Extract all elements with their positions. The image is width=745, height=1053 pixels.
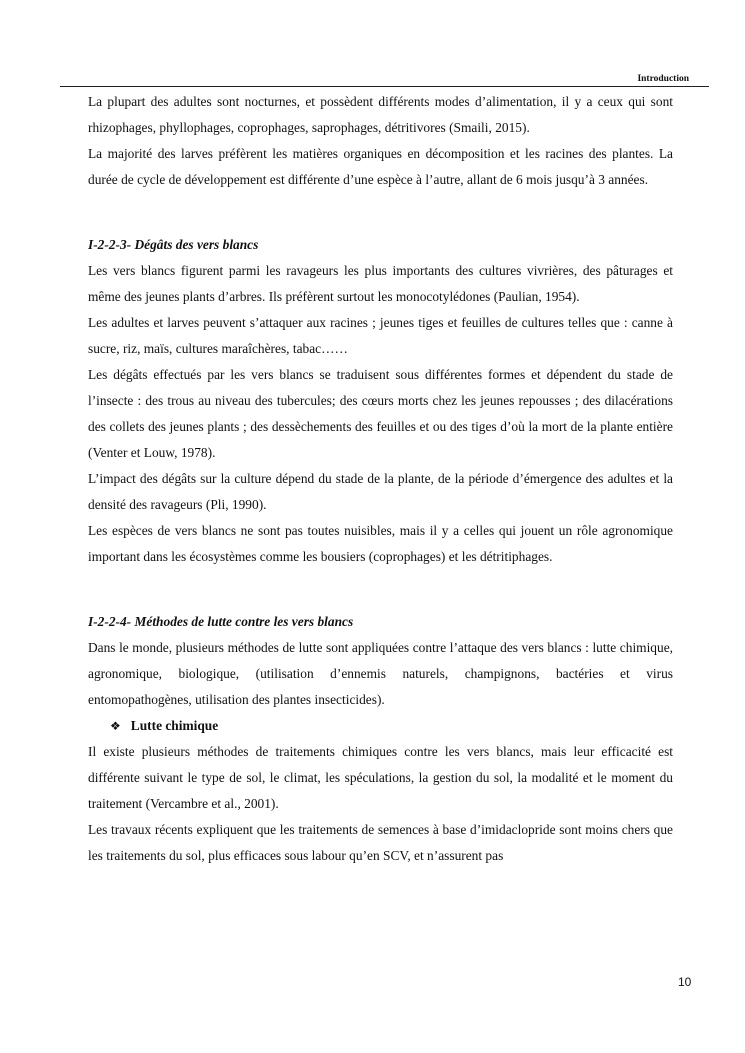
- header-divider: [60, 86, 709, 87]
- page-number: 10: [678, 975, 692, 989]
- paragraph: Les espèces de vers blancs ne sont pas toutes nuisibles, mais il y a celles qui jouent un rôle agronomique important dans les écosystèmes comme les bousiers (coprophages) et les détritiphages.: [88, 523, 673, 564]
- section-heading-degats: I-2-2-3- Dégâts des vers blancs: [88, 237, 259, 252]
- bullet-label: Lutte chimique: [130, 718, 219, 733]
- paragraph: La majorité des larves préfèrent les matières organiques en décomposition et les racines des plantes. La durée de cycle de développement est différente d’une espèce à l’autre, allant de 6 mois jusqu’à 3 années.: [88, 146, 673, 187]
- paragraph: Les vers blancs figurent parmi les ravageurs les plus importants des cultures vivrières, des pâturages et même des jeunes plants d’arbres. Ils préfèrent surtout les monocotylédones (Paulian, 1954).: [88, 263, 673, 304]
- section-heading-lutte: I-2-2-4- Méthodes de lutte contre les vers blancs: [88, 614, 354, 629]
- section-spacer: [88, 570, 673, 609]
- paragraph: Dans le monde, plusieurs méthodes de lutte sont appliquées contre l’attaque des vers blancs : lutte chimique, agronomique, biologique, (utilisation d’ennemis naturels, champignons, bactéries et virus entomopathogènes, utilisation des plantes insecticides).: [88, 640, 673, 707]
- paragraph: Les adultes et larves peuvent s’attaquer aux racines ; jeunes tiges et feuilles de cultures telles que : canne à sucre, riz, maïs, cultures maraîchères, tabac……: [88, 315, 673, 356]
- paragraph: Il existe plusieurs méthodes de traitements chimiques contre les vers blancs, mais leur efficacité est différente suivant le type de sol, le climat, les spéculations, la gestion du sol, la modalité et le moment du traitement (Vercambre et al., 2001).: [88, 744, 673, 811]
- diamond-bullet-icon: ❖: [110, 719, 121, 733]
- running-header: Introduction: [637, 74, 689, 84]
- section-spacer: [88, 193, 673, 232]
- page-body: [88, 89, 673, 869]
- bullet-item: [110, 713, 673, 739]
- paragraph: La plupart des adultes sont nocturnes, et possèdent différents modes d’alimentation, il y a ceux qui sont rhizophages, phyllophages, coprophages, saprophages, détritivores (Smaili, 2015).: [88, 94, 673, 135]
- paragraph: L’impact des dégâts sur la culture dépend du stade de la plante, de la période d’émergence des adultes et la densité des ravageurs (Pli, 1990).: [88, 471, 673, 512]
- paragraph: Les dégâts effectués par les vers blancs se traduisent sous différentes formes et dépendent du stade de l’insecte : des trous au niveau des tubercules; des cœurs morts chez les jeunes repousses ; des dilacérations des collets des jeunes plants ; des dessèchements des feuilles et ou des tiges d’où la mort de la plante entière (Venter et Louw, 1978).: [88, 367, 673, 460]
- paragraph: Les travaux récents expliquent que les traitements de semences à base d’imidaclopride sont moins chers que les traitements du sol, plus efficaces sous labour qu’en SCV, et n’assurent pas: [88, 822, 673, 863]
